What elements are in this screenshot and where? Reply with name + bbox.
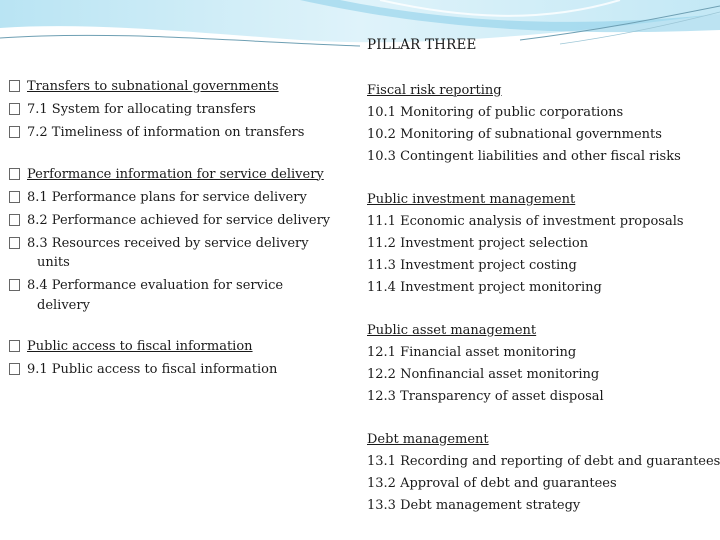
checkbox-icon [9,363,20,375]
item-text-continued: units [37,255,70,270]
item-text: Performance information for service delivery [27,166,324,182]
list-item [9,360,349,380]
list-item [9,165,349,185]
list-item: 10.3 Contingent liabilities and other fiscal risks [367,149,681,164]
checkbox-icon [9,279,20,291]
list-item: 11.2 Investment project selection [367,236,589,251]
list-item: 13.2 Approval of debt and guarantees [367,476,617,491]
checkbox-icon [9,237,20,249]
list-item: 11.3 Investment project costing [367,258,577,273]
checkbox-icon [9,191,20,203]
list-item: 13.1 Recording and reporting of debt and guarantees [367,454,720,469]
right-group-fiscal-risk [367,80,717,168]
right-group-assets [367,320,717,408]
list-item [9,234,349,254]
list-item [9,188,349,208]
list-item: 12.2 Nonfinancial asset monitoring [367,367,600,382]
group-heading: Debt management [367,432,489,447]
list-item [9,123,349,143]
list-item: 13.3 Debt management strategy [367,498,581,513]
item-text: 8.1 Performance plans for service delivery [27,189,307,205]
item-text: Transfers to subnational governments [27,79,279,94]
list-item [9,276,349,296]
list-item: 11.1 Economic analysis of investment proposals [367,214,684,229]
header-banner [0,0,720,60]
item-text: 7.2 Timeliness of information on transfers [27,125,305,140]
left-group-performance [9,165,349,316]
item-text: 8.2 Performance achieved for service delivery [27,212,331,228]
checkbox-icon [9,340,20,352]
list-item: 10.1 Monitoring of public corporations [367,105,624,120]
checkbox-icon [9,103,20,115]
list-item: 12.3 Transparency of asset disposal [367,389,604,404]
checkbox-icon [9,80,20,92]
item-text: Public access to fiscal information [27,339,253,354]
right-column [367,80,720,517]
list-item: 12.1 Financial asset monitoring [367,345,577,360]
list-item: 11.4 Investment project monitoring [367,280,602,295]
item-text: 9.1 Public access to fiscal information [27,362,278,377]
group-heading: Public asset management [367,323,537,338]
group-heading: Public investment management [367,192,576,207]
item-text-continued: delivery [37,297,90,313]
right-group-investment [367,189,717,299]
checkbox-icon [9,126,20,138]
list-item: 10.2 Monitoring of subnational governments [367,127,662,142]
list-item [9,211,349,231]
item-text: 7.1 System for allocating transfers [27,102,256,117]
item-text: 8.4 Performance evaluation for service [27,278,284,293]
left-group-public-access [9,337,349,380]
checkbox-icon [9,168,20,180]
left-column [9,77,349,383]
right-group-debt [367,429,720,517]
checkbox-icon [9,214,20,226]
list-item [9,100,349,120]
slide-title: PILLAR THREE [367,37,477,53]
left-group-transfers [9,77,349,143]
list-item [9,77,349,97]
item-text: 8.3 Resources received by service delivery [27,235,309,251]
group-heading: Fiscal risk reporting [367,83,502,98]
list-item [9,337,349,357]
